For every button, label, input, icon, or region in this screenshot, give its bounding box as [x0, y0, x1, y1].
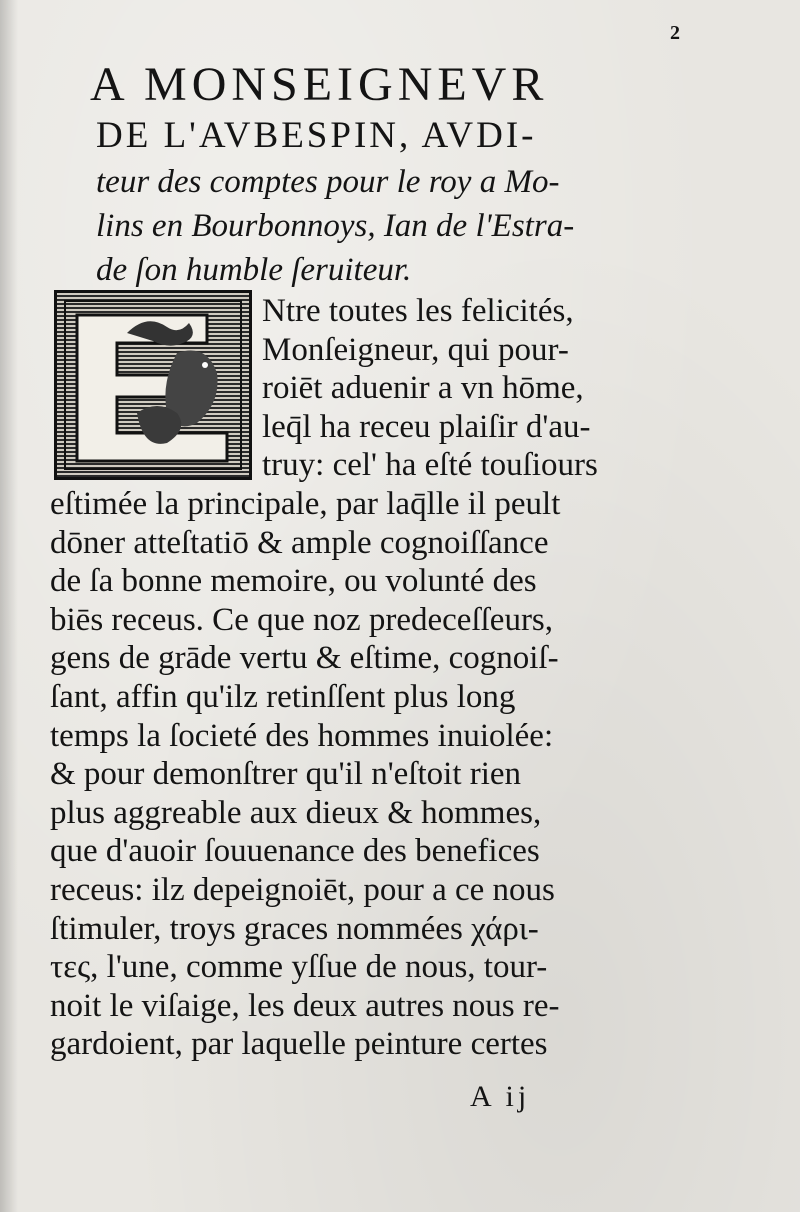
body-line: ſant, affin qu'ilz retinſſent plus long [50, 678, 516, 715]
heading-line-4: lins en Bourbonnoys, Ian de l'Estra- [96, 208, 575, 244]
body-line: plus aggreable aux dieux & hommes, [50, 794, 542, 831]
body-line: que d'auoir ſouuenance des benefices [50, 833, 540, 870]
page-number: 2 [670, 22, 680, 44]
heading-line-3: teur des comptes pour le roy a Mo- [96, 164, 560, 200]
body-line: Monſeigneur, qui pour- [262, 331, 569, 368]
body-line: dōner atteſtatiō & ample cognoiſſance [50, 524, 549, 561]
heading-line-5: de ſon humble ſeruiteur. [96, 252, 412, 288]
dedication-heading [90, 58, 680, 292]
dedication-body [50, 292, 662, 1064]
body-line: noit le viſaige, les deux autres nous re- [50, 987, 560, 1024]
body-line: & pour demonſtrer qu'il n'eſtoit rien [50, 756, 522, 793]
body-line: roiēt aduenir a vn hōme, [262, 370, 584, 407]
heading-line-2: DE L'AVBESPIN, AVDI- [96, 115, 537, 156]
body-line: truy: cel' ha eſté touſiours [262, 447, 598, 484]
body-line: gardoient, par laquelle peinture certes [50, 1026, 548, 1063]
body-line: Ntre toutes les felicités, [262, 293, 574, 329]
signature-mark: A ij [470, 1080, 531, 1113]
body-line: de ſa bonne memoire, ou volunté des [50, 563, 537, 600]
body-line: ſtimuler, troys graces nommées χάρι- [50, 910, 539, 947]
body-line: gens de grāde vertu & eſtime, cognoiſ- [50, 640, 559, 677]
heading-line-1: A MONSEIGNEVR [90, 58, 549, 111]
gutter-shadow [0, 0, 18, 1212]
body-line: temps la ſocieté des hommes inuiolée: [50, 717, 554, 754]
body-line: receus: ilz depeignoiēt, pour a ce nous [50, 871, 555, 908]
body-line: leq̄l ha receu plaiſir d'au- [262, 408, 591, 445]
body-line: τες, l'une, comme yſſue de nous, tour- [50, 949, 548, 986]
body-line: eſtimée la principale, par laq̄lle il peult [50, 485, 561, 522]
body-line: biēs receus. Ce que noz predeceſſeurs, [50, 601, 554, 638]
